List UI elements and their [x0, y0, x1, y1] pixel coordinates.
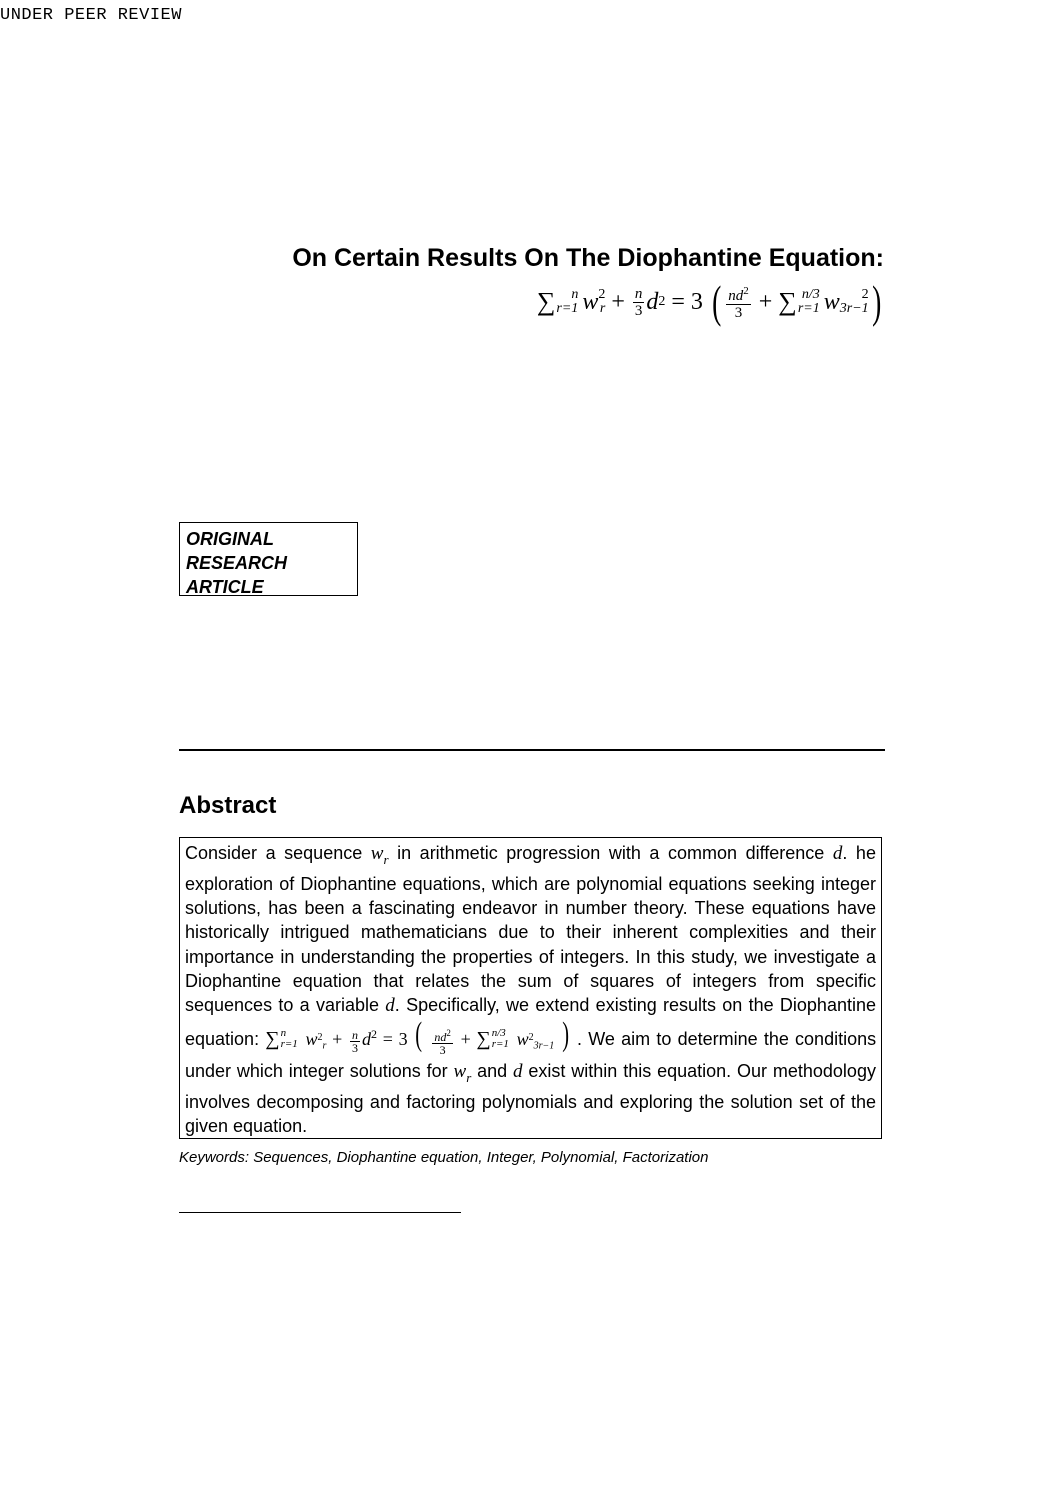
- article-type-line-3: ARTICLE: [186, 577, 264, 597]
- section-divider: [179, 749, 885, 751]
- article-type-box: [179, 522, 358, 596]
- abstract-box: Consider a sequence $w_r$ in arithmetic progression with a common difference d. he exploration of Diophantine equations, which are polynomial equations seeking integer solutions, has been a fascinating endeavor in number theory. These equations have historically intrigued mathematicians due to their inherent complexities and their importance in understanding the properties of integers. In this study, we investigate a Diophantine equation that relates the sum of squares of integers from specific sequences to a variable d. Specifically, we extend existing results on the Diophantine equation: ∑ n r=1 $w^2_r$ + $\frac{n}{3}$ $d^2 = 3$ ( $\frac{nd^2}{3}$ + ∑ n/3 r=1 $w^2_{3r-1}$ ) . We aim to determine the conditions under which integer solutions for $w_r$ and d exist within this equation. Our methodology involves decomposing and factoring polynomials and exploring the solution set of the given equation.: [179, 837, 882, 1139]
- abstract-equation: ∑ n r=1 $w^2_r$ + $\frac{n}{3}$ $d^2 = 3$ ( $\frac{nd^2}{3}$ + ∑ n/3 r=1 $w^2_{3r-1}$ ): [265, 1016, 570, 1057]
- article-type-line-2: RESEARCH: [186, 553, 288, 573]
- paper-title: On Certain Results On The Diophantine Equation:: [292, 244, 884, 272]
- title-block: [292, 244, 884, 325]
- title-equation: ∑ n r=1 w 2 r + $\frac{n}{3}$ d 2 = 3 ( $\frac{nd^2}{3}$ + ∑ n/3 r=1 w 2 3r−1 ): [536, 276, 881, 327]
- watermark: UNDER PEER REVIEW: [0, 6, 182, 25]
- abstract-heading: Abstract: [179, 792, 277, 819]
- keywords: Keywords: Sequences, Diophantine equation, Integer, Polynomial, Factorization: [179, 1149, 709, 1166]
- footnote-rule: [179, 1212, 461, 1213]
- article-type-line-1: ORIGINAL: [186, 529, 274, 549]
- var-w: $w_r$: [370, 843, 389, 867]
